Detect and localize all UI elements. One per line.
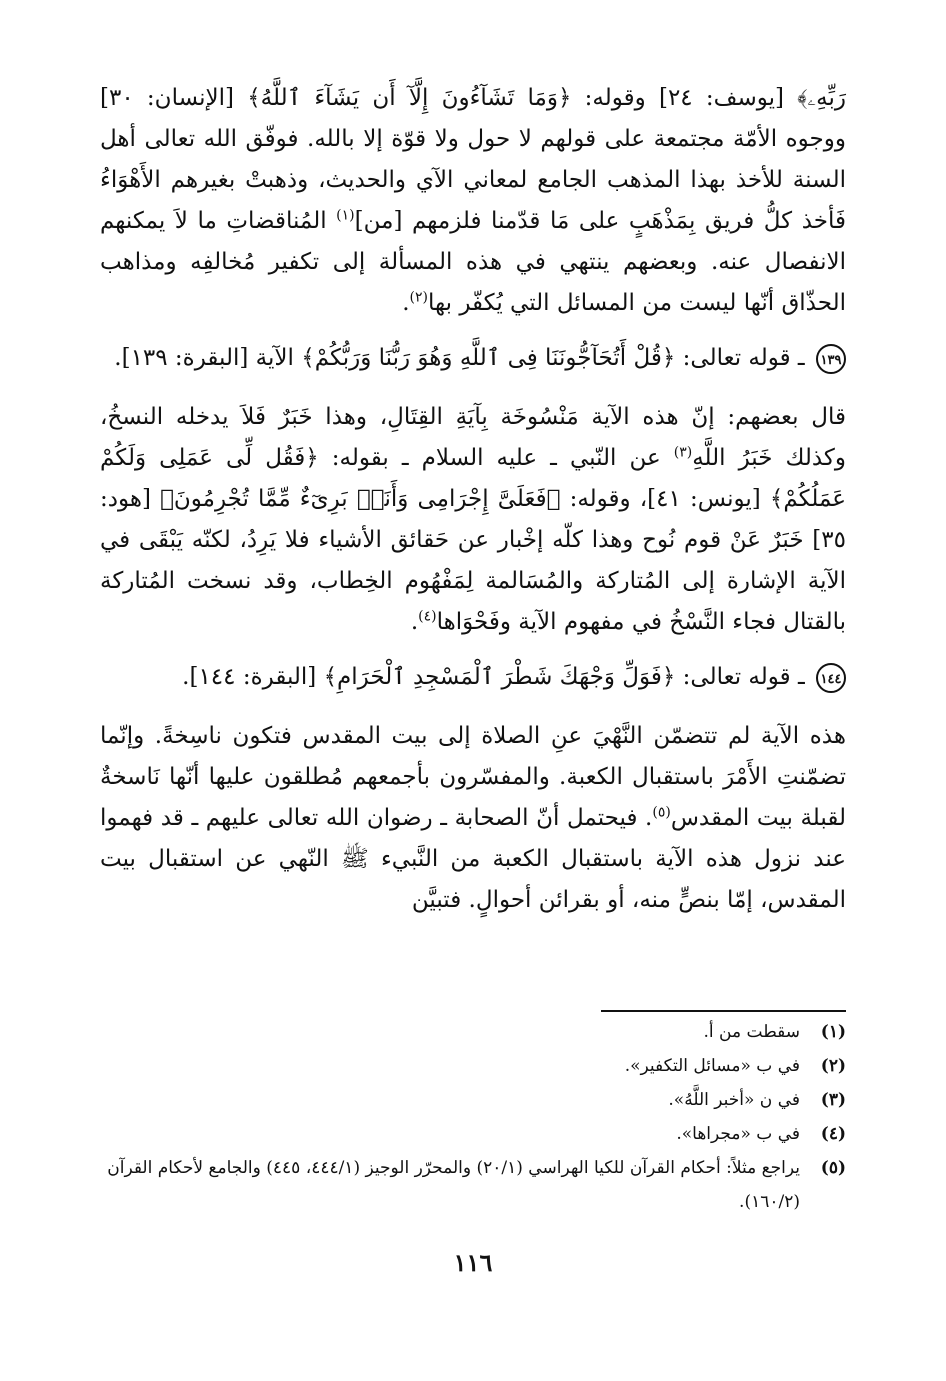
footnote-item <box>100 1015 846 1049</box>
footnote-number: (٤) <box>820 1124 846 1144</box>
footnote-ref: (٥) <box>652 804 671 821</box>
footnotes <box>100 1015 846 1219</box>
footnote-ref: (٣) <box>673 444 693 461</box>
footnote-divider <box>601 1010 846 1012</box>
verse-number-badge: ١٣٩ <box>816 344 846 374</box>
footnote-ref: (١) <box>336 207 355 224</box>
footnote-number: (٣) <box>820 1090 846 1110</box>
verse-heading-139 <box>100 338 846 379</box>
footnote-ref: (٤) <box>418 608 437 625</box>
footnote-text: في ب «مجراها». <box>676 1124 800 1144</box>
verse-heading-144 <box>100 657 846 698</box>
page-number: ١١٦ <box>453 1248 493 1277</box>
paragraph-text: قال بعضهم: إنّ هذه الآية مَنْسُوخَة بِآيَةِ القِتَالِ، وهذا خَبَرٌ فَلاَ يدخله النسخُ، وكذلك خَبَرُ اللَّهِ <box>100 404 846 471</box>
paragraph-text: رَبِّهِۦ﴾ [يوسف: ٢٤] وقوله: ﴿وَمَا تَشَآءُونَ إِلَّآ أَن يَشَآءَ ٱللَّهُ﴾ [الإنسان: ٣٠] ووجوه الأمّة مجتمعة على قولهم لا حول ولا قوّة إلا بالله. فوفّق الله تعالى أهل السنة للأخذ بهذا المذهب الجامع لمعاني الآي والحديث، وذهبتْ بغيرهم الأَهْوَاءُ فَأخذ كلُّ فريق بِمَذْهَبٍ على مَا قدّمنا فلزمهم [من] <box>100 85 846 234</box>
footnote-text: في ب «مسائل التكفير». <box>624 1056 800 1076</box>
paragraph-text: عن النّبي ـ عليه السلام ـ بقوله: ﴿فَقُل لِّى عَمَلِى وَلَكُمْ عَمَلُكُمْ﴾ [يونس: ٤١]، وقوله: ﴿فَعَلَىَّ إِجْرَامِى وَأَنَا۠ بَرِىٓءٌ مِّمَّا تُجْرِمُونَ﴾ [هود: ٣٥] خَبَرٌ عَنْ قوم نُوح وهذا كلّه إخْبار عن حَقائق الأشياء فلا يَرِدُ، لكنّه يَبْقَى في الآية الإشارة إلى المُتاركة والمُسَالمة لِمَفْهُوم الخِطاب، وقد نسخت المُتاركة بالقتال فجاء النَّسْخُ في مفهوم الآية وفَحْوَاها <box>100 445 846 635</box>
footnote-number: (٢) <box>820 1056 846 1076</box>
verse-heading-text: ـ قوله تعالى: ﴿فَوَلِّ وَجْهَكَ شَطْرَ ٱلْمَسْجِدِ ٱلْحَرَامِ﴾ [البقرة: ١٤٤]. <box>182 664 805 690</box>
footnote-ref: (٢) <box>409 289 428 306</box>
footnote-item <box>100 1151 846 1219</box>
footnote-text: في ن «أخبر اللَّهُ». <box>668 1090 800 1110</box>
paragraph-text: . <box>410 609 419 635</box>
paragraph-text: المُناقضاتِ ما لاَ يمكنهم الانفصال عنه. وبعضهم ينتهي في هذه المسألة إلى تكفير مُخالفِه ومذاهب الحذّاق أنّها ليست من المسائل التي يُكفّر بها <box>100 208 846 316</box>
paragraph-1 <box>100 78 846 324</box>
footnote-number: (١) <box>820 1022 846 1042</box>
verse-number-badge: ١٤٤ <box>816 663 846 693</box>
paragraph-5 <box>100 716 846 921</box>
footnote-item <box>100 1049 846 1083</box>
main-text <box>100 78 846 921</box>
paragraph-text: . <box>402 290 410 316</box>
verse-heading-text: ـ قوله تعالى: ﴿قُلْ أَتُحَآجُّونَنَا فِى ٱللَّهِ وَهُوَ رَبُّنَا وَرَبُّكُمْ﴾ الآية [البقرة: ١٣٩]. <box>114 345 805 371</box>
paragraph-3 <box>100 397 846 643</box>
footnote-number: (٥) <box>820 1158 846 1178</box>
footnote-item <box>100 1117 846 1151</box>
paragraph-text: . فيحتمل أنّ الصحابة ـ رضوان الله تعالى عليهم ـ قد فهموا عند نزول هذه الآية باستقبال الكعبة من النَّبيء ﷺ النّهي عن استقبال بيت المقدس، إمّا بنصٍّ منه، أو بقرائن أحوالٍ. فتبيَّن <box>100 805 846 913</box>
footnote-item <box>100 1083 846 1117</box>
footnote-text: سقطت من أ. <box>703 1022 800 1042</box>
paragraph-text: هذه الآية لم تتضمّن النَّهْيَ عنِ الصلاة إلى بيت المقدس فتكون ناسِخةً. وإنّما تضمّنتِ الأَمْرَ باستقبال الكعبة. والمفسّرون بأجمعهم مُطلقون عليها أنّها نَاسخةٌ لقبلة بيت المقدس <box>100 723 846 831</box>
footnote-text: يراجع مثلاً: أحكام القرآن للكيا الهراسي (٢٠/١) والمحرّر الوجيز (٤٤٤/١، ٤٤٥) والجامع لأحكام القرآن (١٦٠/٢). <box>107 1158 800 1212</box>
